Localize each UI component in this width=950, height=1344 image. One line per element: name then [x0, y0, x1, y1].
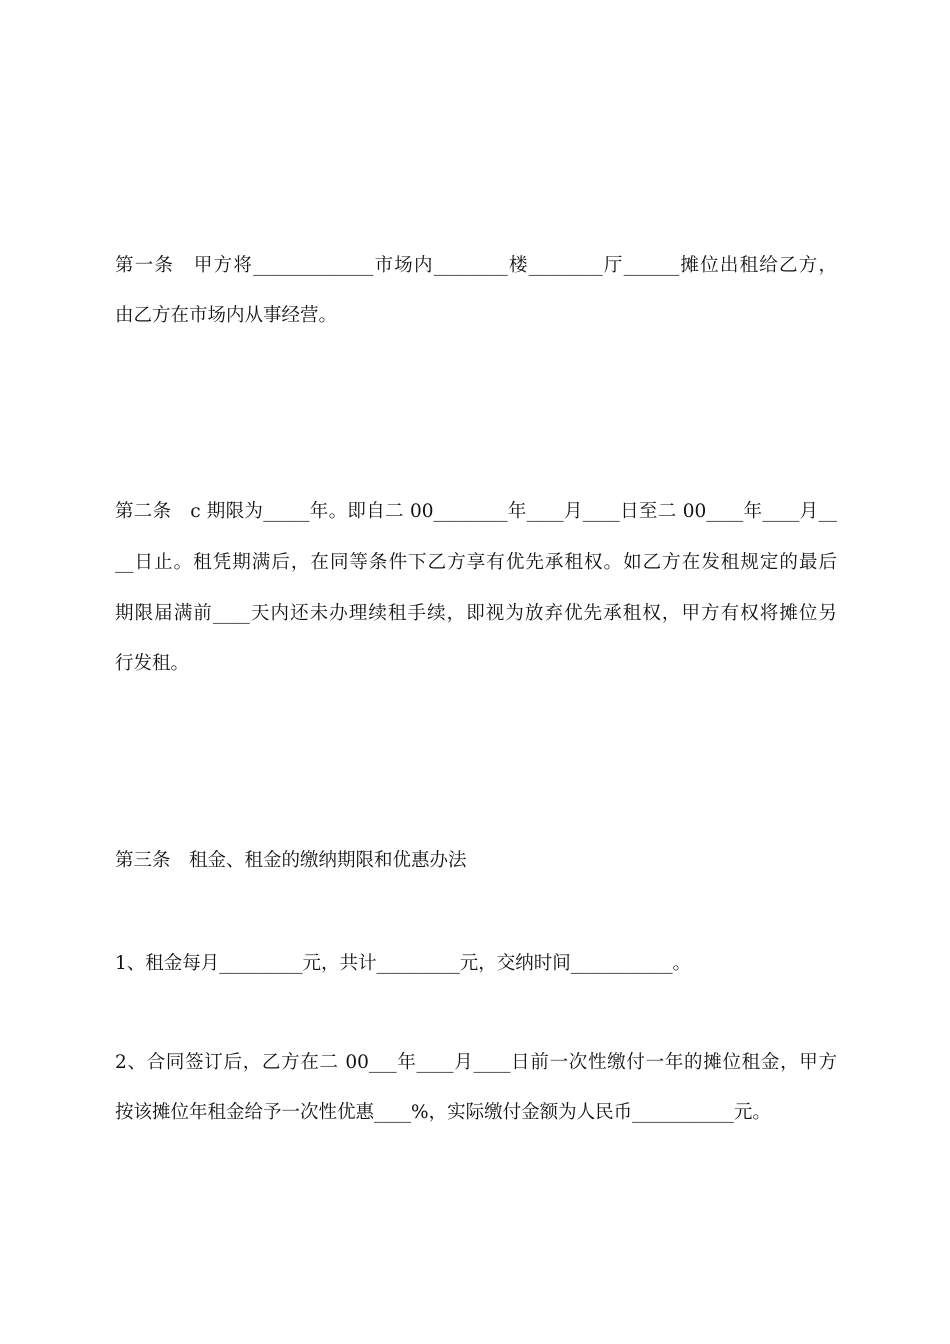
article-2-line-3: 期限届满前____天内还未办理续租手续，即视为放弃优先承租权，甲方有权将摊位另	[115, 603, 837, 624]
article-2-line-4: 行发租。	[115, 653, 190, 674]
article-3-item-2-line-1: 2、合同签订后，乙方在二 00___年____月____日前一次性缴付一年的摊位租金，甲方	[115, 1052, 837, 1073]
article-2-line-1: 第二条 c 期限为_____年。即自二 00________年____月____日至二 00____年____月__	[115, 501, 837, 522]
article-3-item-2-line-2: 按该摊位年租金给予一次性优惠____%，实际缴付金额为人民币___________元。	[115, 1102, 771, 1123]
article-3-item-1: 1、租金每月_________元，共计_________元，交纳时间___________。	[115, 953, 692, 974]
article-3-title: 第三条 租金、租金的缴纳期限和优惠办法	[115, 850, 467, 871]
article-1-line-2: 由乙方在市场内从事经营。	[115, 305, 338, 326]
article-2-line-2: __日止。租凭期满后，在同等条件下乙方享有优先承租权。如乙方在发租规定的最后	[115, 552, 837, 573]
article-1-line-1: 第一条 甲方将_____________市场内________楼________厅______摊位出租给乙方，	[115, 255, 837, 276]
